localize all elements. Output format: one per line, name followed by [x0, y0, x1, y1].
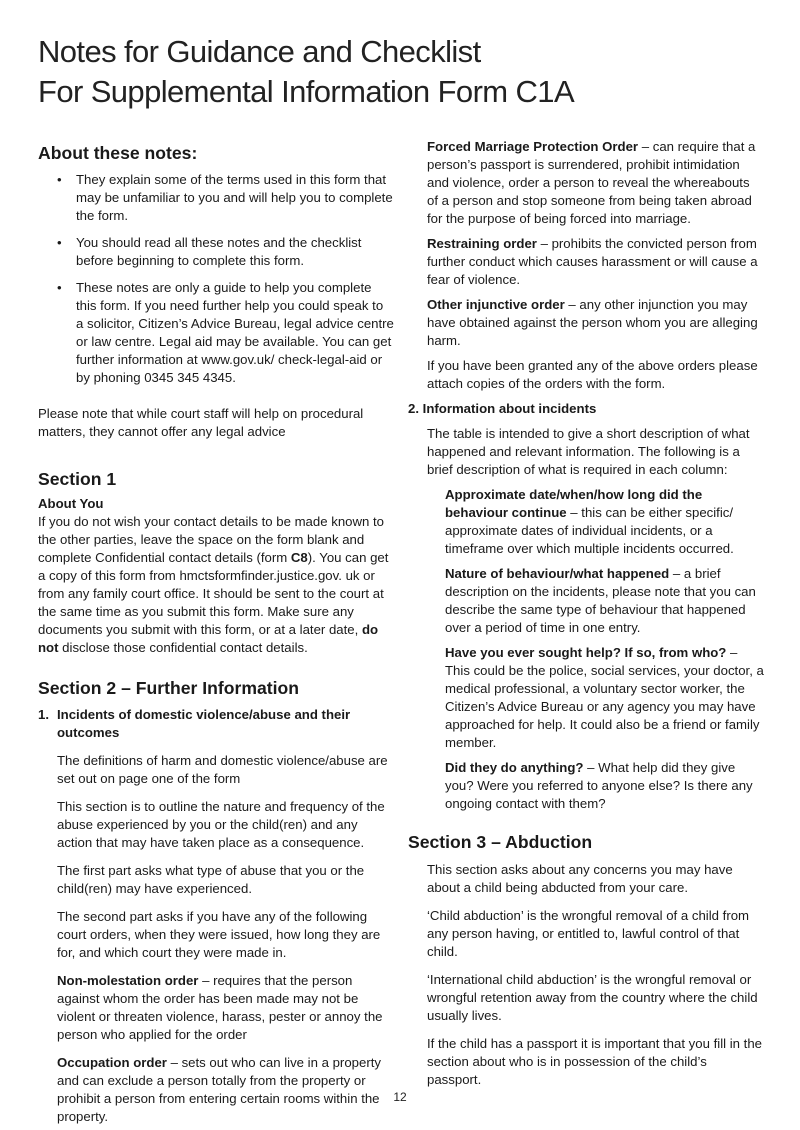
form-code: C8 — [290, 550, 308, 565]
title-line-2: For Supplemental Information Form C1A — [38, 74, 575, 109]
column-term: Have you ever sought help? If so, from who? — [445, 645, 727, 660]
column-term: Did they do anything? — [445, 760, 584, 775]
section3-p3: ‘International child abduction’ is the wrongful removal or wrongful retention away from the country where the child usually lives. — [427, 972, 758, 1023]
section3-p1: This section asks about any concerns you may have about a child being abducted from your care. — [427, 862, 733, 895]
section1-heading: Section 1 — [38, 469, 117, 489]
column-desc: – What help did they give you? Were you referred to anyone else? Is there any ongoing contact with them? — [445, 760, 753, 811]
order-term: Other injunctive order — [427, 297, 565, 312]
about-bullet-list — [38, 171, 394, 387]
column-term: Nature of behaviour/what happened — [445, 566, 670, 581]
order-desc: – can require that a person’s passport is surrendered, prohibit intimidation and violence, order a person to reveal the whereabouts of a person and stop someone from being taken abroad for the purpose of being forced into marriage. — [427, 139, 756, 226]
order-desc: – requires that the person against whom the order has been made may not be violent or threaten violence, harass, pester or annoy the person who applied for the order — [57, 973, 383, 1042]
column-term: Approximate date/when/how long did the behaviour continue — [445, 487, 703, 520]
page-number: 12 — [393, 1090, 407, 1104]
about-bullet — [38, 279, 394, 387]
section2-p4: The second part asks if you have any of the following court orders, when they were issued, how long they are for, and which court they were made in. — [57, 909, 381, 960]
item2-intro: The table is intended to give a short description of what happened and relevant information. The following is a brief description of what is required in each column: — [427, 426, 750, 477]
section1-text-c: disclose those confidential contact details. — [58, 640, 308, 655]
order-other-injunctive — [408, 296, 764, 350]
orders-note: If you have been granted any of the above orders please attach copies of the orders with the form. — [427, 358, 758, 391]
order-non-molestation — [38, 972, 394, 1044]
about-bullet — [38, 171, 394, 225]
column-desc: – this can be either specific/ approximate dates of individual incidents, or a timeframe over which multiple incidents occurred. — [445, 505, 734, 556]
section3-p4: If the child has a passport it is important that you fill in the section about who is in possession of the child’s passport. — [427, 1036, 762, 1087]
order-restraining — [408, 235, 764, 289]
item1-heading-text: Incidents of domestic violence/abuse and their outcomes — [57, 707, 351, 740]
section1-text — [38, 513, 394, 657]
left-column — [38, 138, 394, 1126]
title-line-1: Notes for Guidance and Checklist — [38, 34, 481, 69]
section2-heading: Section 2 – Further Information — [38, 678, 300, 698]
do-not-emphasis: do not — [38, 622, 379, 655]
column-desc-nature — [408, 565, 764, 637]
about-bullet-text: You should read all these notes and the checklist before beginning to complete this form. — [76, 235, 362, 268]
bullet-dot-icon: • — [57, 172, 62, 187]
order-forced-marriage — [408, 138, 764, 228]
section2-p1: The definitions of harm and domestic violence/abuse are set out on page one of the form — [57, 753, 388, 786]
about-bullet-text: These notes are only a guide to help you complete this form. If you need further help you could speak to a solicitor, Citizen’s Advice Bureau, legal advice centre or law centre. Legal aid may be available. You can get further information at www.gov.uk/ check-legal-aid or by phoning 0345 345 4345. — [76, 280, 394, 385]
section3-p2: ‘Child abduction’ is the wrongful removal of a child from any person having, or entitled to, lawful control of that child. — [427, 908, 750, 959]
column-desc-date — [408, 486, 764, 558]
section2-p3: The first part asks what type of abuse that you or the child(ren) may have experienced. — [57, 863, 365, 896]
bullet-dot-icon: • — [57, 235, 62, 250]
order-term: Forced Marriage Protection Order — [427, 139, 639, 154]
order-term: Restraining order — [427, 236, 537, 251]
column-desc: – This could be the police, social services, your doctor, a medical professional, a voluntary sector worker, the Citizen’s Advice Bureau or any agency you may have approached for help. It could also be a friend or family member. — [445, 645, 764, 750]
about-heading: About these notes: — [38, 143, 198, 163]
section3-heading: Section 3 – Abduction — [408, 832, 593, 852]
bullet-dot-icon: • — [57, 280, 62, 295]
section2-p2: This section is to outline the nature and frequency of the abuse experienced by you or the child(ren) and any action that may have taken place as a consequence. — [57, 799, 385, 850]
column-desc-help — [408, 644, 764, 752]
right-column — [408, 138, 764, 1089]
item1-heading — [38, 706, 394, 742]
order-desc: – any other injunction you may have obtained against the person whom you are alleging harm. — [427, 297, 758, 348]
order-term: Non-molestation order — [57, 973, 199, 988]
order-desc: – prohibits the convicted person from further conduct which causes harassment or will cause a fear of violence. — [427, 236, 758, 287]
section1-text-a: If you do not wish your contact details to be made known to the other parties, leave the space on the form blank and complete Confidential contact details (form — [38, 514, 385, 565]
section1-text-b: ). You can get a copy of this form from hmctsformfinder.justice.gov. uk or from any family court office. It should be sent to the court at the same time as you submit this form. Make sure any documents you submit with this form, or at a later date, — [38, 550, 389, 637]
column-desc-action — [408, 759, 764, 813]
page-title — [38, 32, 778, 112]
order-term: Occupation order — [57, 1055, 167, 1070]
item2-heading: 2. Information about incidents — [408, 401, 597, 416]
about-note: Please note that while court staff will help on procedural matters, they cannot offer any legal advice — [38, 406, 364, 439]
order-desc: – sets out who can live in a property and can exclude a person totally from the property or prohibit a person from entering certain rooms within the property. — [57, 1055, 381, 1124]
about-bullet-text: They explain some of the terms used in this form that may be unfamiliar to you and will help you to complete the form. — [76, 172, 393, 223]
section1-subheading: About You — [38, 496, 104, 511]
column-desc: – a brief description on the incidents, please note that you can describe the same type of behaviour that happened over a period of time in one entry. — [445, 566, 756, 635]
item1-number: 1. — [38, 707, 49, 722]
about-bullet — [38, 234, 394, 270]
